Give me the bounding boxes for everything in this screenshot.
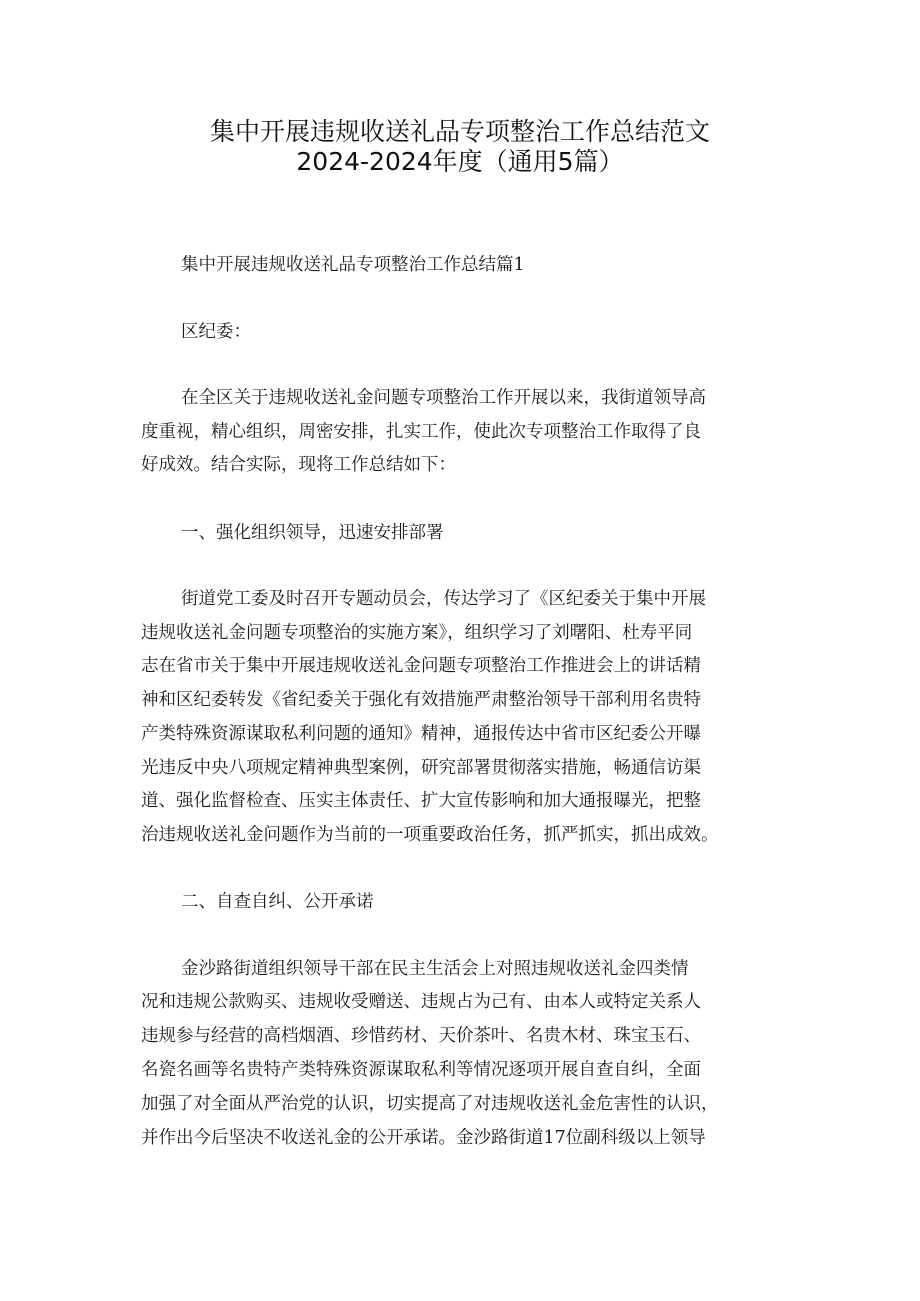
para2-line: 名瓷名画等名贵特产类特殊资源谋取私利等情况逐项开展自查自纠，全面 xyxy=(141,1060,701,1080)
para2-line: 并作出今后坚决不收送礼金的公开承诺。金沙路街道17位副科级以上领导 xyxy=(141,1128,706,1148)
para1-line: 街道党工委及时召开专题动员会，传达学习了《区纪委关于集中开展 xyxy=(181,589,706,609)
heading-2: 二、自查自纠、公开承诺 xyxy=(181,892,374,912)
intro-line: 度重视，精心组织，周密安排，扎实工作，使此次专项整治工作取得了良 xyxy=(141,422,701,442)
para1-line: 光违反中央八项规定精神典型案例，研究部署贯彻落实措施，畅通信访渠 xyxy=(141,758,701,778)
salutation: 区纪委： xyxy=(181,322,251,342)
para1-line: 志在省市关于集中开展违规收送礼金问题专项整治工作推进会上的讲话精 xyxy=(141,656,701,676)
para2-line: 违规参与经营的高档烟酒、珍惜药材、天价茶叶、名贵木材、珠宝玉石、 xyxy=(141,1026,701,1046)
para1-line: 神和区纪委转发《省纪委关于强化有效措施严肃整治领导干部利用名贵特 xyxy=(141,690,701,710)
para1-line: 违规收送礼金问题专项整治的实施方案》，组织学习了刘曙阳、杜寿平同 xyxy=(141,623,693,643)
document-title-line-2: 2024-2024年度（通用5篇） xyxy=(296,147,624,176)
para2-line: 加强了对全面从严治党的认识，切实提高了对违规收送礼金危害性的认识， xyxy=(141,1094,719,1114)
para1-line: 产类特殊资源谋取私利问题的通知》精神，通报传达中省市区纪委公开曝 xyxy=(141,724,701,744)
para1-line: 治违规收送礼金问题作为当前的一项重要政治任务，抓严抓实，抓出成效。 xyxy=(141,825,719,845)
document-title-line-1: 集中开展违规收送礼品专项整治工作总结范文 xyxy=(209,117,710,146)
para1-line: 道、强化监督检查、压实主体责任、扩大宣传影响和加大通报曝光，把整 xyxy=(141,791,701,811)
heading-1: 一、强化组织领导，迅速安排部署 xyxy=(181,523,444,543)
intro-line: 好成效。结合实际，现将工作总结如下： xyxy=(141,455,456,475)
para2-line: 况和违规公款购买、违规收受赠送、违规占为己有、由本人或特定关系人 xyxy=(141,992,701,1012)
para2-line: 金沙路街道组织领导干部在民主生活会上对照违规收送礼金四类情 xyxy=(181,959,689,979)
section-heading: 集中开展违规收送礼品专项整治工作总结篇1 xyxy=(181,255,525,275)
intro-line: 在全区关于违规收送礼金问题专项整治工作开展以来，我街道领导高 xyxy=(181,388,706,408)
document-body xyxy=(141,0,801,1301)
